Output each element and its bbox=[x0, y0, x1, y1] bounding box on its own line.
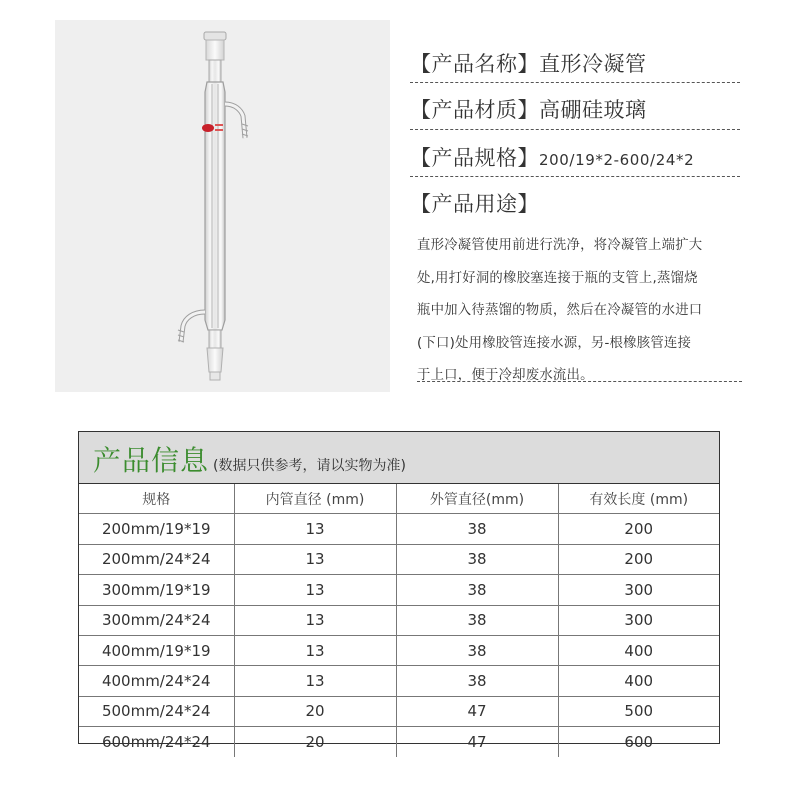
brand-logo bbox=[202, 124, 214, 132]
table-cell: 38 bbox=[396, 544, 558, 574]
table-cell: 13 bbox=[234, 635, 396, 665]
table-cell: 13 bbox=[234, 575, 396, 605]
table-cell: 13 bbox=[234, 544, 396, 574]
divider bbox=[410, 129, 740, 130]
table-title: 产品信息 bbox=[93, 444, 210, 477]
usage-description bbox=[417, 230, 752, 393]
column-header: 有效长度 (mm) bbox=[558, 484, 719, 514]
product-spec-label: 【产品规格】 bbox=[410, 146, 539, 170]
table-cell: 38 bbox=[396, 666, 558, 696]
table-cell: 300mm/24*24 bbox=[79, 605, 234, 635]
table-cell: 300 bbox=[558, 575, 719, 605]
column-header: 规格 bbox=[79, 484, 234, 514]
usage-line: 瓶中加入待蒸馏的物质，然后在冷凝管的水进口 bbox=[417, 303, 703, 318]
product-spec-value: 200/19*2-600/24*2 bbox=[539, 151, 695, 169]
spec-table bbox=[79, 484, 719, 757]
divider bbox=[410, 176, 740, 177]
table-cell: 13 bbox=[234, 514, 396, 544]
table-header-bar bbox=[79, 432, 719, 484]
product-usage-row bbox=[410, 188, 539, 218]
table-cell: 400mm/24*24 bbox=[79, 666, 234, 696]
table-row bbox=[79, 696, 719, 726]
product-name-label: 【产品名称】 bbox=[410, 52, 539, 76]
product-info-table bbox=[78, 431, 720, 751]
table-cell: 200mm/19*19 bbox=[79, 514, 234, 544]
product-usage-label: 【产品用途】 bbox=[410, 192, 539, 216]
table-row bbox=[79, 635, 719, 665]
product-material-label: 【产品材质】 bbox=[410, 98, 539, 122]
usage-line: 处,用打好洞的橡胶塞连接于瓶的支管上,蒸馏烧 bbox=[417, 270, 698, 286]
table-cell: 400 bbox=[558, 666, 719, 696]
table-cell: 20 bbox=[234, 727, 396, 757]
table-cell: 500 bbox=[558, 696, 719, 726]
table-cell: 38 bbox=[396, 514, 558, 544]
product-photo bbox=[55, 20, 390, 392]
table-cell: 600 bbox=[558, 727, 719, 757]
table-cell: 13 bbox=[234, 605, 396, 635]
table-cell: 400 bbox=[558, 635, 719, 665]
condenser-image bbox=[55, 20, 390, 392]
usage-line: 直形冷凝管使用前进行洗净，将冷凝管上端扩大 bbox=[417, 238, 703, 253]
table-row bbox=[79, 727, 719, 757]
product-name-value: 直形冷凝管 bbox=[539, 52, 647, 76]
table-row bbox=[79, 544, 719, 574]
table-header-row bbox=[79, 484, 719, 514]
table-cell: 13 bbox=[234, 666, 396, 696]
table-cell: 200 bbox=[558, 514, 719, 544]
table-cell: 38 bbox=[396, 575, 558, 605]
table-cell: 300 bbox=[558, 605, 719, 635]
table-cell: 20 bbox=[234, 696, 396, 726]
table-row bbox=[79, 605, 719, 635]
column-header: 外管直径(mm) bbox=[396, 484, 558, 514]
table-cell: 400mm/19*19 bbox=[79, 635, 234, 665]
column-header: 内管直径 (mm) bbox=[234, 484, 396, 514]
divider bbox=[417, 381, 742, 382]
divider bbox=[410, 82, 740, 83]
table-row bbox=[79, 666, 719, 696]
table-cell: 200mm/24*24 bbox=[79, 544, 234, 574]
table-row bbox=[79, 575, 719, 605]
product-name-row bbox=[410, 48, 647, 78]
table-cell: 47 bbox=[396, 727, 558, 757]
product-material-value: 高硼硅玻璃 bbox=[539, 98, 647, 122]
table-note: (数据只供参考，请以实物为准) bbox=[213, 458, 406, 474]
usage-line: 于上口，便于冷却废水流出。 bbox=[417, 368, 594, 383]
product-material-row bbox=[410, 94, 647, 124]
table-cell: 500mm/24*24 bbox=[79, 696, 234, 726]
product-spec-row bbox=[410, 142, 694, 172]
table-cell: 47 bbox=[396, 696, 558, 726]
table-cell: 38 bbox=[396, 605, 558, 635]
table-cell: 300mm/19*19 bbox=[79, 575, 234, 605]
table-row bbox=[79, 514, 719, 544]
table-cell: 38 bbox=[396, 635, 558, 665]
table-cell: 600mm/24*24 bbox=[79, 727, 234, 757]
usage-line: (下口)处用橡胶管连接水源，另-根橡胲管连接 bbox=[417, 335, 692, 351]
table-cell: 200 bbox=[558, 544, 719, 574]
